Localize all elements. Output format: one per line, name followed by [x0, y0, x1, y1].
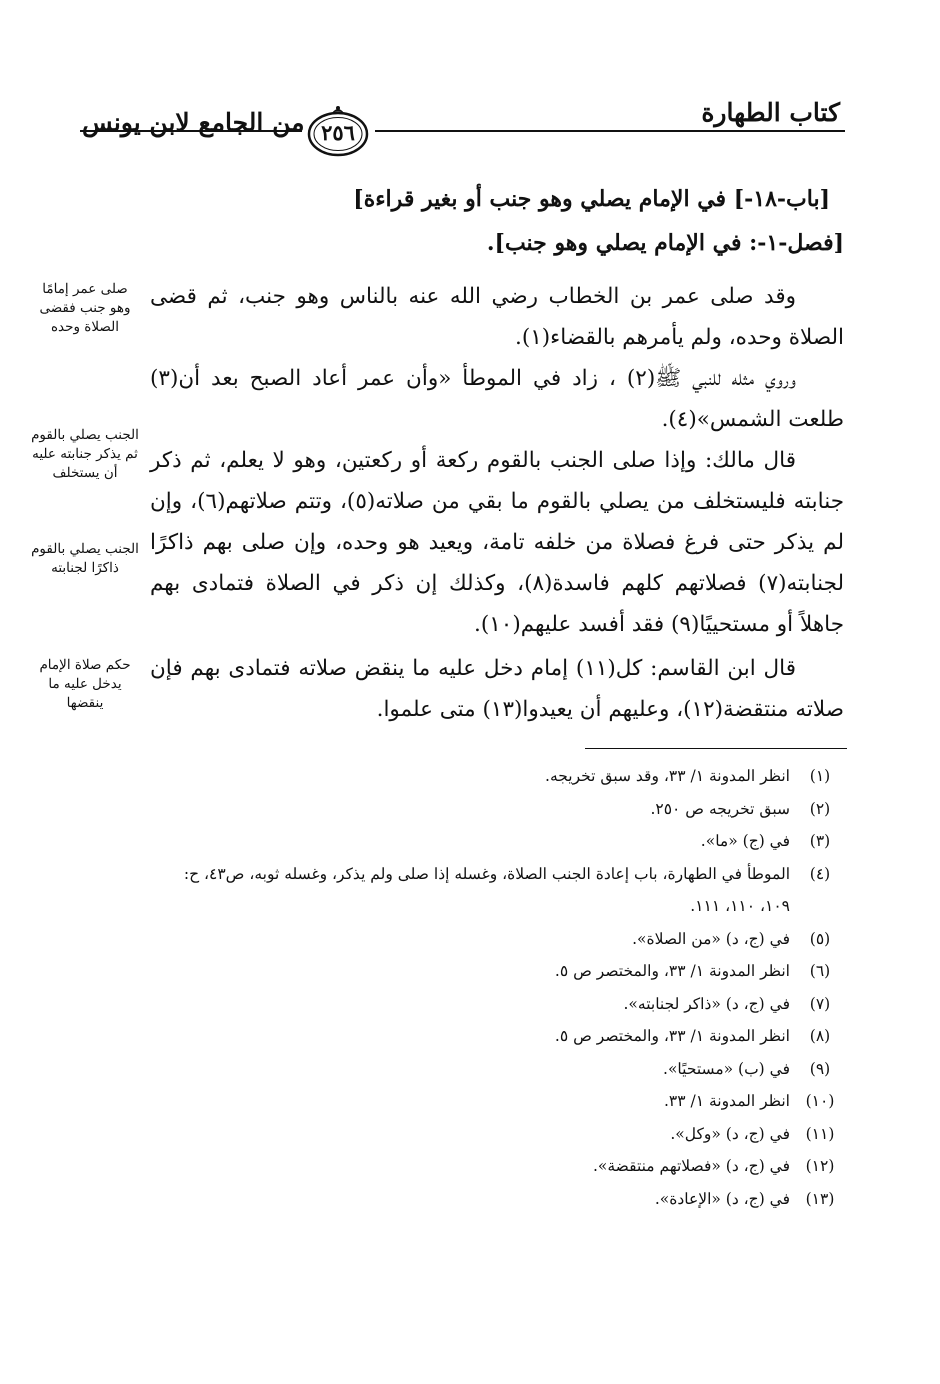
footnote-text: الموطأ في الطهارة، باب إعادة الجنب الصلاة، وغسله إذا صلى ولم يذكر، وغسله ثوبه، ص٤٣، ح: ١٠٩، ١١٠، ١١١. — [183, 864, 790, 915]
footnote-text: في (ج) «ما». — [700, 832, 790, 850]
footnote-number: (٣) — [809, 832, 831, 850]
footnote-number: (٤) — [809, 864, 831, 883]
footnote-number: (٧) — [809, 994, 831, 1013]
footnote — [150, 1118, 844, 1151]
footnote-number: (١١) — [805, 1124, 835, 1143]
footnote-number: (١٣) — [805, 1189, 835, 1208]
footnote-number: (٥) — [809, 929, 831, 948]
margin-note: صلى عمر إمامًا وهو جنب فقضى الصلاة وحده — [39, 281, 131, 335]
paragraph-text: قال ابن القاسم: كل(١١) إمام دخل عليه ما ينقض صلاته فتمادى بهم فإن صلاته منتقضة(١٢)، وعليهم أن يعيدوا(١٣) متى علموا. — [150, 656, 844, 722]
footnote — [150, 988, 844, 1021]
running-head-source-title: من الجامع لابن يونس — [82, 108, 305, 137]
footnote-text: انظر المدونة ١/ ٣٣، والمختصر ص ٥. — [554, 962, 790, 980]
footnote — [150, 1020, 844, 1053]
footnotes-list — [150, 760, 844, 1215]
footnote — [150, 760, 844, 793]
footnote-separator — [585, 748, 847, 749]
body-paragraph — [150, 276, 844, 358]
chapter-heading: [باب-١٨-] في الإمام يصلي وهو جنب أو بغير قراءة] — [353, 186, 830, 212]
footnote-number: (١٢) — [805, 1157, 835, 1175]
paragraph-text: وقد صلى عمر بن الخطاب رضي الله عنه بالناس وهو جنب، ثم قضى الصلاة وحده، ولم يأمرهم بالقضاء(١). — [150, 284, 844, 350]
body-paragraph — [150, 440, 844, 645]
footnote-text: في (ج، د) «ذاكر لجنابته». — [623, 994, 790, 1013]
footnote — [150, 955, 844, 988]
footnote-text: في (ج، د) «وكل». — [670, 1124, 790, 1143]
paragraph-text: وروي مثله للنبي ﷺ(٢) ، زاد في الموطأ «وأن عمر أعاد الصبح بعد أن(٣) طلعت الشمس»(٤). — [150, 366, 844, 432]
body-paragraph — [150, 648, 844, 730]
page-number: ٢٥٦ — [321, 119, 355, 145]
footnote-text: في (ج، د) «فصلاتهم منتقضة». — [592, 1157, 790, 1175]
footnote-number: (٨) — [809, 1027, 831, 1045]
footnote-text: في (ج، د) «الإعادة». — [654, 1189, 790, 1208]
footnote-text: انظر المدونة ١/ ٣٣، وقد سبق تخريجه. — [545, 767, 790, 785]
running-head-book-title: كتاب الطهارة — [701, 98, 840, 127]
footnote-number: (٦) — [809, 962, 831, 980]
margin-note: حكم صلاة الإمام يدخل عليه ما ينقضها — [39, 657, 131, 711]
footnote — [150, 793, 844, 826]
footnote — [150, 825, 844, 858]
footnote-text: في (ب) «مستحيًا». — [663, 1059, 790, 1078]
page-number-ornament — [305, 104, 371, 160]
footnote-number: (١) — [809, 767, 831, 785]
footnote — [150, 858, 844, 923]
footnote-number: (٩) — [809, 1059, 831, 1078]
margin-note: الجنب يصلي بالقوم ذاكرًا لجنابته — [31, 541, 139, 576]
footnote-text: انظر المدونة ١/ ٣٣. — [663, 1092, 790, 1110]
footnote — [150, 1150, 844, 1183]
footnote-number: (٢) — [809, 799, 831, 818]
paragraph-text: قال مالك: وإذا صلى الجنب بالقوم ركعة أو ركعتين، وهو لا يعلم، ثم ذكر جنابته فليستخلف من يصلي بالقوم ما بقي من صلاته(٥)، وتتم صلاتهم(٦)، وإن لم يذكر حتى فرغ فصلاة من خلفه تامة، ويعيد هو وحده، وإن صلى بهم ذاكرًا لجنابته(٧) فصلاتهم كلهم فاسدة(٨)، وكذلك إن ذكر في الصلاة فتمادى بهم جاهلاً أو مستحييًا(٩) فقد أفسد عليهم(١٠). — [150, 448, 844, 637]
footnote-number: (١٠) — [805, 1092, 835, 1110]
section-subheading: [فصل-١-: في الإمام يصلي وهو جنب]. — [486, 230, 844, 256]
footnote — [150, 1053, 844, 1086]
footnote-text: انظر المدونة ١/ ٣٣، والمختصر ص ٥. — [554, 1027, 790, 1045]
footnote — [150, 923, 844, 956]
footnote-text: سبق تخريجه ص ٢٥٠. — [650, 799, 790, 818]
footnote — [150, 1085, 844, 1118]
footnote-text: في (ج، د) «من الصلاة». — [632, 929, 790, 948]
margin-note: الجنب يصلي بالقوم ثم يذكر جنابته عليه أن يستخلف — [31, 427, 139, 481]
body-paragraph — [150, 358, 844, 440]
footnote — [150, 1183, 844, 1216]
header-rule-right — [375, 130, 845, 132]
